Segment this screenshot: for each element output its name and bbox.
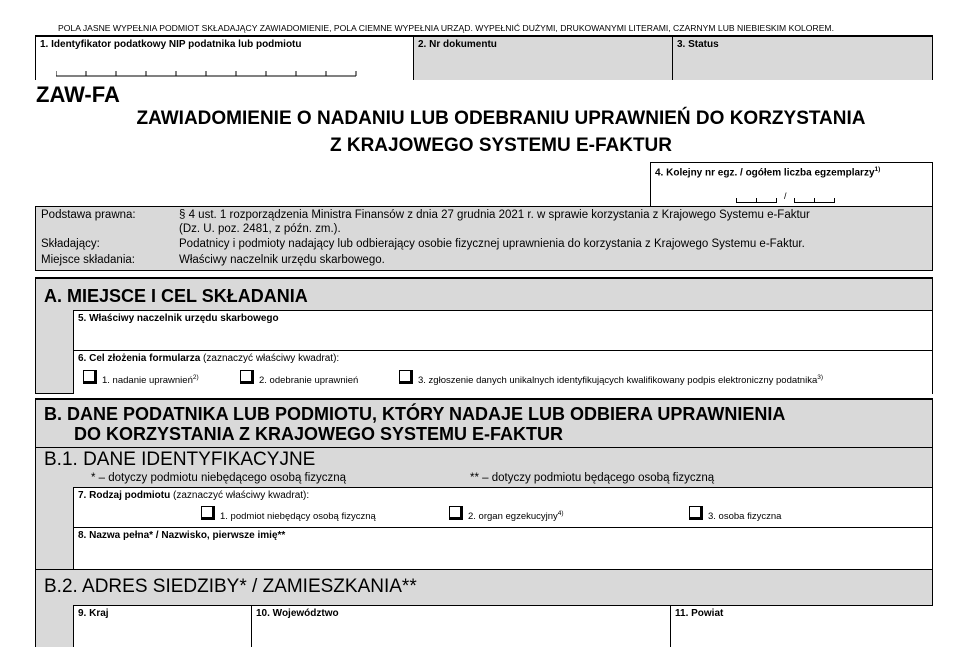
checkbox-icon[interactable] [689, 506, 703, 520]
option-enforcement-authority-text: 2. organ egzekucyjny$^{4)}$ [468, 509, 564, 522]
option-non-natural-entity-text: 1. podmiot niebędący osobą fizyczną [220, 511, 376, 522]
nip-comb-ticks [56, 67, 386, 77]
section-b-title-line1: B. DANE PODATNIKA LUB PODMIOTU, KTÓRY NADAJE LUB ODBIERA UPRAWNIENIA [44, 404, 786, 424]
nip-field[interactable] [36, 37, 414, 80]
county-field[interactable] [671, 606, 933, 647]
purpose-field [73, 350, 932, 394]
purpose-hint: (zaznaczyć właściwy kwadrat): [203, 353, 340, 364]
copy-number-field[interactable] [650, 162, 933, 207]
section-a-title: A. MIEJSCE I CEL SKŁADANIA [44, 286, 308, 306]
option-grant-rights[interactable] [83, 370, 199, 384]
option-grant-rights-text: 1. nadanie uprawnień$^{2)}$ [102, 373, 199, 386]
copy-number-comb [736, 193, 836, 203]
document-number-field [414, 37, 673, 80]
legal-basis-text1: § 4 ust. 1 rozporządzenia Ministra Finansów z dnia 27 grudnia 2021 r. w sprawie korzystania z Krajowego Systemu e-Faktur [179, 209, 810, 221]
legal-basis-text2: (Dz. U. poz. 2481, z późn. zm.). [179, 223, 341, 235]
checkbox-icon[interactable] [201, 506, 215, 520]
form-title-line1: ZAWIADOMIENIE O NADANIU LUB ODEBRANIU UPRAWNIEŃ DO KORZYSTANIA [136, 108, 866, 129]
option-revoke-rights-text: 2. odebranie uprawnień [259, 375, 359, 386]
option-natural-person[interactable] [689, 506, 781, 520]
copy-number-footnote: 1) [874, 166, 881, 173]
b2-title: B.2. ADRES SIEDZIBY* / ZAMIESZKANIA** [44, 576, 417, 597]
status-label: 3. Status [677, 39, 719, 50]
tax-office-label: 5. Właściwy naczelnik urzędu skarbowego [78, 313, 279, 324]
entity-type-field [73, 487, 932, 527]
option-signature-data[interactable] [399, 370, 823, 384]
submitter-label: Składający: [41, 238, 100, 250]
option-revoke-rights[interactable] [240, 370, 358, 384]
option-signature-data-text: 3. zgłoszenie danych unikalnych identyfikujących kwalifikowany podpis elektroniczny podatnika$^{3)}$ [418, 373, 824, 386]
place-text: Właściwy naczelnik urzędu skarbowego. [179, 254, 385, 266]
form-code: ZAW-FA [36, 82, 120, 107]
county-label: 11. Powiat [675, 608, 724, 619]
country-label: 9. Kraj [78, 608, 109, 619]
voivodeship-label: 10. Województwo [256, 608, 339, 619]
option-non-natural-entity[interactable] [201, 506, 376, 520]
form-instruction: POLA JASNE WYPEŁNIA PODMIOT SKŁADAJĄCY ZAWIADOMIENIE, POLA CIEMNE WYPEŁNIA URZĄD. WYPEŁNIĆ DUŻYMI, DRUKOWANYMI LITERAMI, CZARNYM LUB NIEBIESKIM KOLOREM. [58, 23, 834, 33]
legal-basis-block [35, 206, 933, 271]
section-a [35, 277, 933, 394]
header-fields-row [35, 35, 933, 80]
option-natural-person-text: 3. osoba fizyczna [708, 511, 782, 522]
entity-type-label-text: 7. Rodzaj podmiotu [78, 490, 171, 501]
section-b-title-line2: DO KORZYSTANIA Z KRAJOWEGO SYSTEMU E-FAKTUR [74, 424, 564, 444]
section-b [35, 398, 933, 647]
nip-field-label: 1. Identyfikator podatkowy NIP podatnika lub podmiotu [40, 39, 302, 50]
checkbox-icon[interactable] [240, 370, 254, 384]
note-non-natural: * – dotyczy podmiotu niebędącego osobą fizyczną [91, 472, 347, 484]
status-field [673, 37, 932, 80]
form-title-line2: Z KRAJOWEGO SYSTEMU E-FAKTUR [329, 135, 672, 156]
purpose-label-text: 6. Cel złożenia formularza [78, 353, 201, 364]
checkbox-icon[interactable] [399, 370, 413, 384]
voivodeship-field[interactable] [252, 606, 671, 647]
copy-number-label [655, 166, 880, 178]
entity-type-hint: (zaznaczyć właściwy kwadrat): [173, 490, 310, 501]
entity-type-label [78, 490, 309, 501]
full-name-field[interactable] [73, 527, 932, 569]
checkbox-icon[interactable] [83, 370, 97, 384]
copy-number-label-text: 4. Kolejny nr egz. / ogółem liczba egzemplarzy [655, 167, 875, 179]
tax-office-field[interactable] [73, 310, 932, 350]
country-field[interactable] [74, 606, 252, 647]
checkbox-icon[interactable] [449, 506, 463, 520]
note-natural: ** – dotyczy podmiotu będącego osobą fizyczną [470, 472, 715, 484]
b1-divider [36, 447, 932, 448]
purpose-label [78, 353, 339, 364]
full-name-label: 8. Nazwa pełna* / Nazwisko, pierwsze imię** [78, 530, 286, 541]
b1-title: B.1. DANE IDENTYFIKACYJNE [44, 449, 316, 470]
legal-basis-label: Podstawa prawna: [41, 209, 136, 221]
address-row [73, 605, 932, 647]
submitter-text: Podatnicy i podmioty nadający lub odbierający osobie fizycznej uprawnienia do korzystania z Krajowego Systemu e-Faktur. [179, 238, 805, 250]
option-enforcement-authority[interactable] [449, 506, 564, 520]
document-number-label: 2. Nr dokumentu [418, 39, 497, 50]
copy-number-separator: / [784, 191, 787, 201]
b2-divider [36, 569, 932, 570]
place-label: Miejsce składania: [41, 254, 135, 266]
